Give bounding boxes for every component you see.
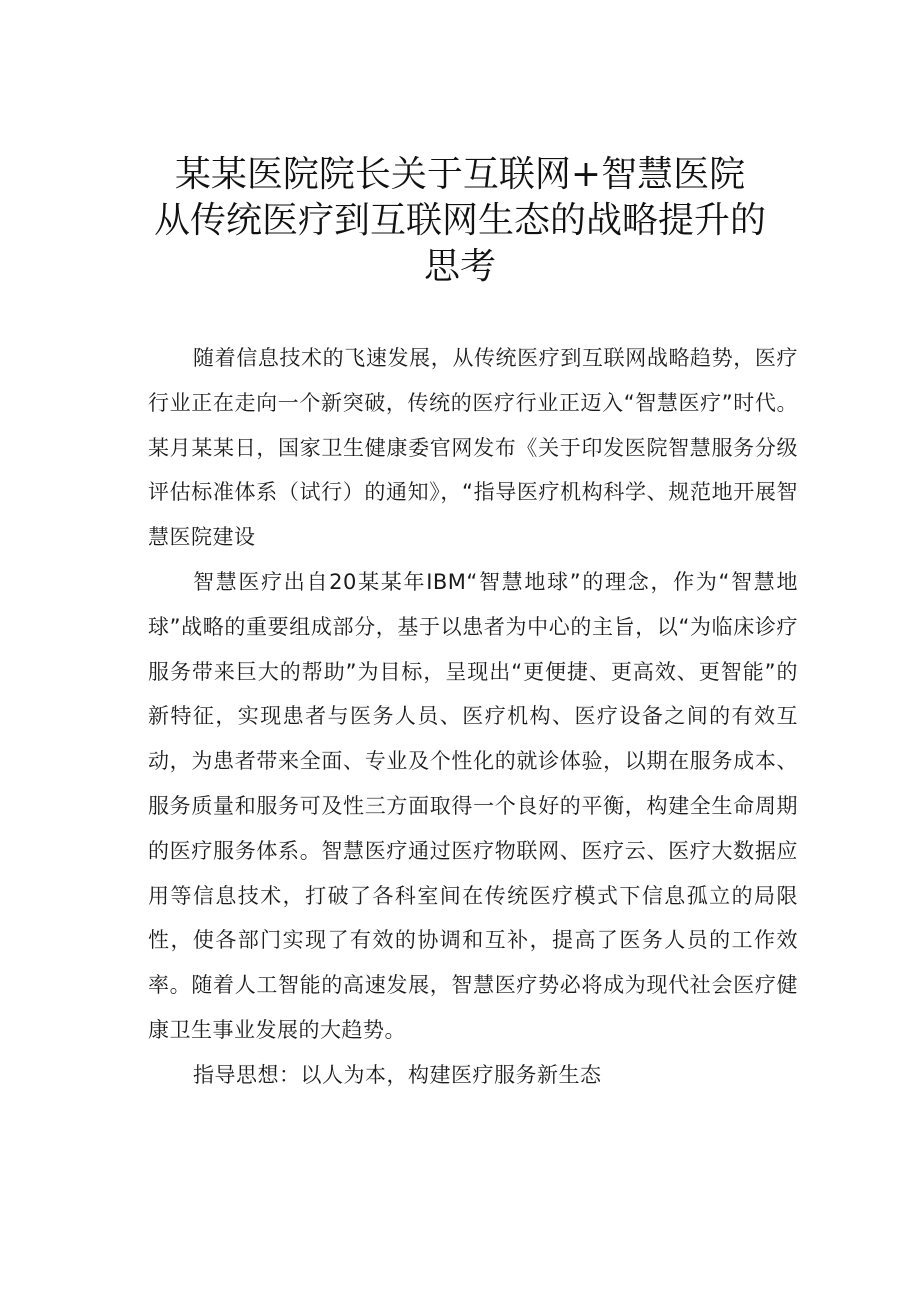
paragraph-smart-healthcare: 智慧医疗出自20某某年IBM“智慧地球”的理念，作为“智慧地球”战略的重要组成部分，基于以患者为中心的主旨，以“为临床诊疗服务带来巨大的帮助”为目标，呈现出“更便捷、更高效、更智能”的新特征，实现患者与医务人员、医疗机构、医疗设备之间的有效互动，为患者带来全面、专业及个性化的就诊体验，以期在服务成本、服务质量和服务可及性三方面取得一个良好的平衡，构建全生命周期的医疗服务体系。智慧医疗通过医疗物联网、医疗云、医疗大数据应用等信息技术，打破了各科室间在传统医疗模式下信息孤立的局限性，使各部门实现了有效的协调和互补，提高了医务人员的工作效率。随着人工智能的高速发展，智慧医疗势必将成为现代社会医疗健康卫生事业发展的大趋势。 — [148, 569, 798, 1042]
paragraph-guiding-principle: 指导思想：以人为本，构建医疗服务新生态 — [193, 1062, 602, 1087]
document-body — [148, 336, 798, 1098]
title-line-2: 从传统医疗到互联网生态的战略提升的 — [153, 200, 766, 241]
paragraph-intro: 随着信息技术的飞速发展，从传统医疗到互联网战略趋势，医疗行业正在走向一个新突破，传统的医疗行业正迈入“智慧医疗”时代。某月某某日，国家卫生健康委官网发布《关于印发医院智慧服务分级评估标准体系（试行）的通知》，“指导医疗机构科学、规范地开展智慧医院建设 — [148, 346, 798, 550]
title-line-3: 思考 — [423, 246, 496, 287]
document-title — [110, 152, 810, 290]
title-line-1: 某某医院院长关于互联网+智慧医院 — [174, 154, 746, 195]
